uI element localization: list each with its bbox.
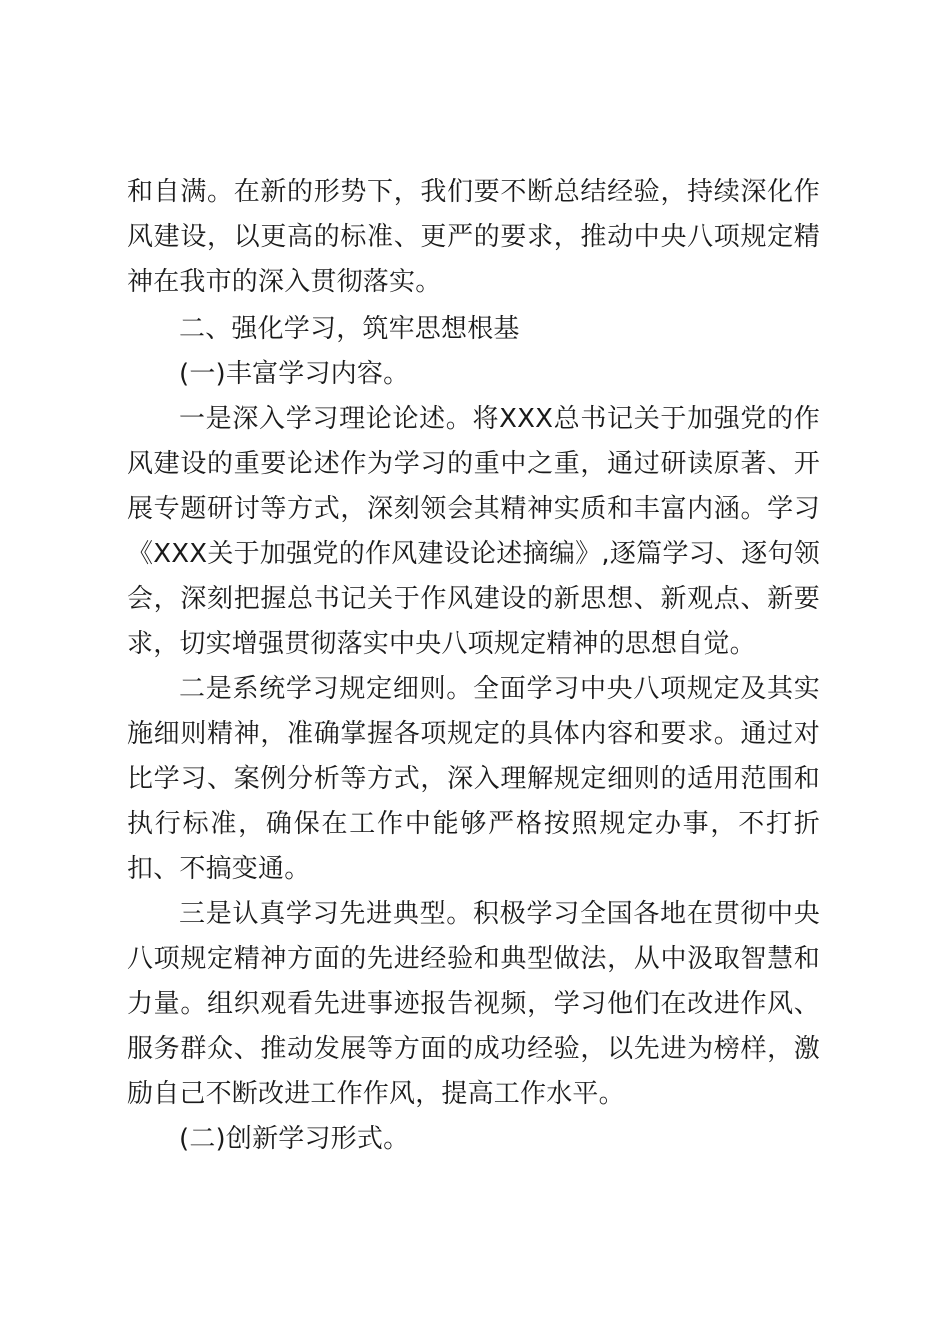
document-body [127, 170, 820, 1162]
paragraph-rules-study: 二是系统学习规定细则。全面学习中央八项规定及其实施细则精神，准确掌握各项规定的具体内容和要求。通过对比学习、案例分析等方式，深入理解规定细则的适用范围和执行标准，确保在工作中能够严格按照规定办事，不打折扣、不搞变通。 [127, 674, 820, 884]
paragraph-theory-study: 一是深入学习理论论述。将XXX总书记关于加强党的作风建设的重要论述作为学习的重中之重，通过研读原著、开展专题研讨等方式，深刻领会其精神实质和丰富内涵。学习《XXX关于加强党的作风建设论述摘编》,逐篇学习、逐句领会，深刻把握总书记关于作风建设的新思想、新观点、新要求，切实增强贯彻落实中央八项规定精神的思想自觉。 [127, 404, 820, 659]
paragraph-model-study: 三是认真学习先进典型。积极学习全国各地在贯彻中央八项规定精神方面的先进经验和典型做法，从中汲取智慧和力量。组织观看先进事迹报告视频，学习他们在改进作风、服务群众、推动发展等方面的成功经验，以先进为榜样，激励自己不断改进工作作风，提高工作水平。 [127, 899, 820, 1109]
paragraph-intro-continuation: 和自满。在新的形势下，我们要不断总结经验，持续深化作风建设，以更高的标准、更严的要求，推动中央八项规定精神在我市的深入贯彻落实。 [127, 177, 820, 297]
subsection-heading-1: (一)丰富学习内容。 [179, 359, 410, 389]
section-heading-2: 二、强化学习，筑牢思想根基 [179, 314, 520, 344]
subsection-heading-2: (二)创新学习形式。 [179, 1124, 410, 1154]
